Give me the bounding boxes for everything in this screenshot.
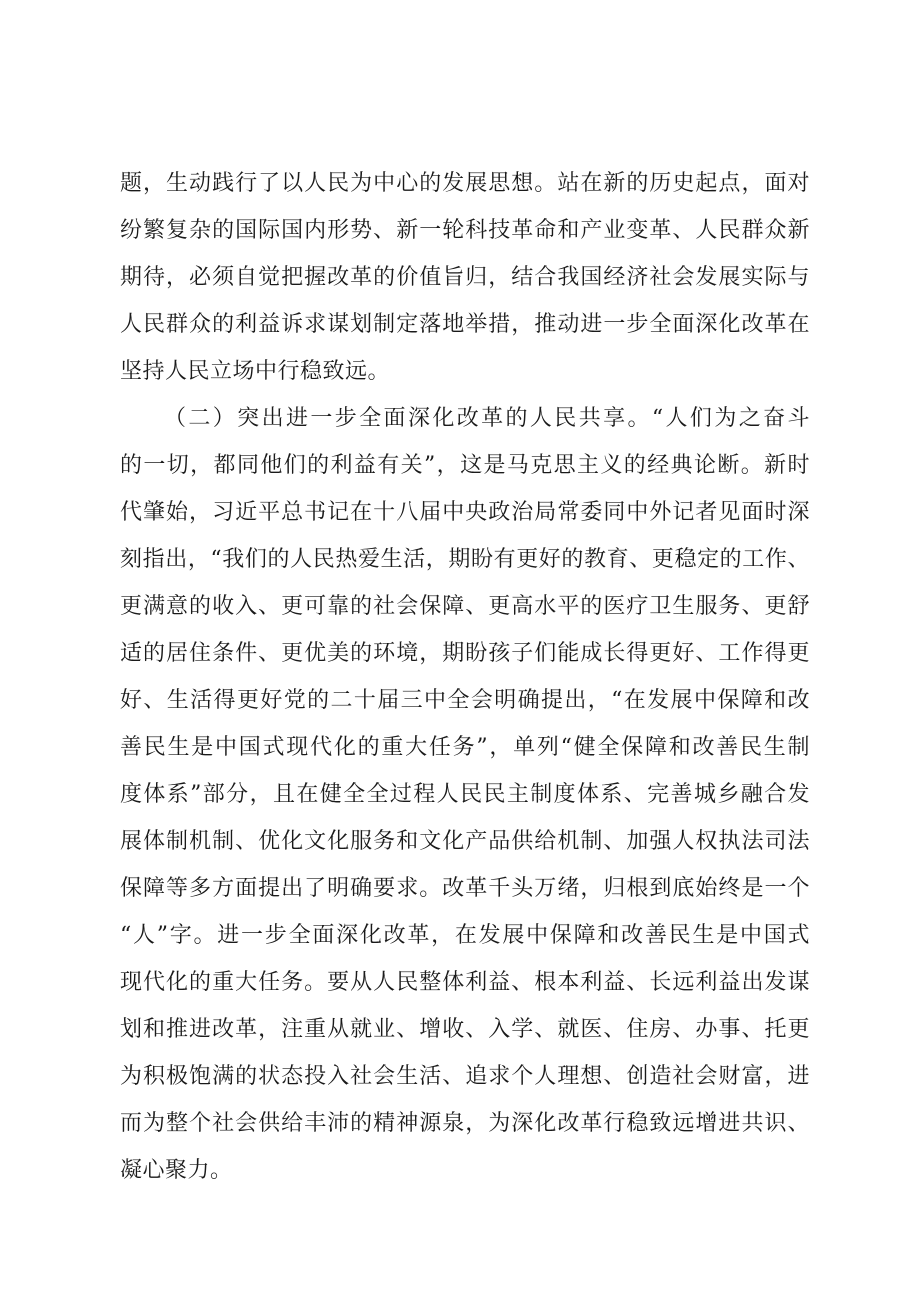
text-line: 期待，必须自觉把握改革的价值旨归，结合我国经济社会发展实际与	[120, 265, 810, 290]
text-line: 好、生活得更好党的二十届三中全会明确提出，“在发展中保障和改	[120, 688, 810, 713]
text-line: 而为整个社会供给丰沛的精神源泉，为深化改革行稳致远增进共识、	[120, 1111, 810, 1136]
text-line: 纷繁复杂的国际国内形势、新一轮科技革命和产业变革、人民群众新	[120, 218, 810, 243]
text-line: 度体系”部分，且在健全全过程人民民主制度体系、完善城乡融合发	[120, 782, 810, 807]
text-line: 适的居住条件、更优美的环境，期盼孩子们能成长得更好、工作得更	[120, 641, 810, 666]
text-line: 善民生是中国式现代化的重大任务”，单列“健全保障和改善民生制	[120, 735, 810, 760]
text-line: 凝心聚力。	[120, 1158, 233, 1183]
text-line: 的一切，都同他们的利益有关”，这是马克思主义的经典论断。新时	[120, 453, 810, 478]
text-line: 更满意的收入、更可靠的社会保障、更高水平的医疗卫生服务、更舒	[120, 594, 810, 619]
body-text	[120, 160, 810, 1194]
text-line: “人”字。进一步全面深化改革，在发展中保障和改善民生是中国式	[120, 923, 810, 948]
text-line: 展体制机制、优化文化服务和文化产品供给机制、加强人权执法司法	[120, 829, 810, 854]
text-line: 保障等多方面提出了明确要求。改革千头万绪，归根到底始终是一个	[120, 876, 810, 901]
text-line: 坚持人民立场中行稳致远。	[120, 359, 391, 384]
text-line: 为积极饱满的状态投入社会生活、追求个人理想、创造社会财富，进	[120, 1064, 810, 1089]
text-line: 划和推进改革，注重从就业、增收、入学、就医、住房、办事、托更	[120, 1017, 810, 1042]
text-line: 题，生动践行了以人民为中心的发展思想。站在新的历史起点，面对	[120, 171, 810, 196]
text-line: 人民群众的利益诉求谋划制定落地举措，推动进一步全面深化改革在	[120, 312, 810, 337]
text-line: 刻指出，“我们的人民热爱生活，期盼有更好的教育、更稳定的工作、	[120, 547, 810, 572]
text-line: 现代化的重大任务。要从人民整体利益、根本利益、长远利益出发谋	[120, 970, 810, 995]
text-line: 代肇始，习近平总书记在十八届中央政治局常委同中外记者见面时深	[120, 500, 810, 525]
section-heading-line: （二）突出进一步全面深化改革的人民共享。“人们为之奋斗	[164, 406, 810, 431]
